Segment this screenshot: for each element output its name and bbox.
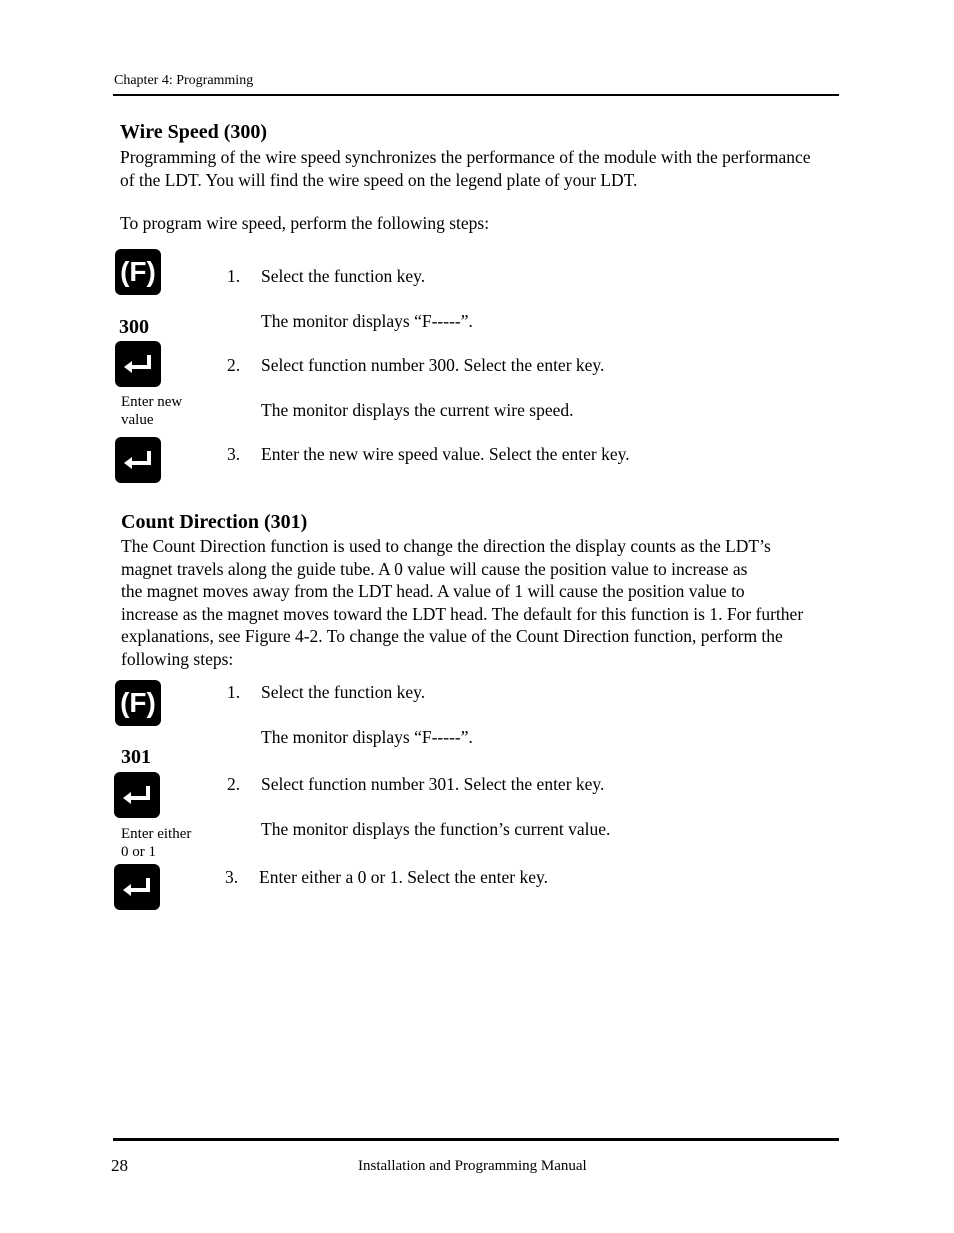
footer-rule [113,1138,839,1141]
wire-speed-instructions: To program wire speed, perform the following steps: [120,213,490,233]
step-number: 1. [227,682,241,702]
count-direction-line: following steps: [121,648,234,669]
step-text: Select function number 301. Select the enter key. [261,774,605,794]
count-direction-line: the magnet moves away from the LDT head. A value of 1 will cause the position value to [121,581,745,601]
section-title-count-direction: Count Direction (301) [121,511,308,533]
enter-key-icon [114,864,160,910]
footer-title: Installation and Programming Manual [358,1158,587,1174]
enter-key-icon [114,772,160,818]
step-result: The monitor displays “F-----”. [261,727,473,747]
step-result: The monitor displays the function’s current value. [261,819,611,839]
page-number: 28 [111,1156,128,1175]
step-number: 3. [225,867,239,887]
side-note-line-2: 0 or 1 [121,844,156,860]
count-direction-line: magnet travels along the guide tube. A 0 value will cause the position value to increase as [121,558,748,579]
side-note-line-1: Enter either [121,826,192,842]
step-text: Select the function key. [261,266,426,286]
function-key-icon [115,249,161,295]
wire-speed-intro-line-2: of the LDT. You will find the wire speed on the legend plate of your LDT. [120,169,638,190]
enter-key-icon [115,341,161,387]
enter-key-icon [115,437,161,483]
header-rule [113,94,839,96]
function-key-icon [115,680,161,726]
step-number: 3. [227,444,241,464]
step-result: The monitor displays the current wire speed. [261,400,574,420]
side-note-line-2: value [121,412,154,428]
chapter-header: Chapter 4: Programming [114,73,254,88]
step-result: The monitor displays “F-----”. [261,311,473,331]
function-number-300: 300 [119,316,149,338]
function-key-label: (F) [120,256,156,287]
step-number: 1. [227,266,241,286]
step-text: Select the function key. [261,682,426,702]
side-note-line-1: Enter new [121,394,183,410]
enter-either-note [121,825,221,861]
wire-speed-intro-line-1: Programming of the wire speed synchronizes the performance of the module with the performance [120,147,811,167]
function-key-label: (F) [120,687,156,718]
count-direction-line: explanations, see Figure 4-2. To change the value of the Count Direction function, perform the [121,626,783,646]
count-direction-intro [121,535,846,670]
count-direction-line: increase as the magnet moves toward the LDT head. The default for this function is 1. For further [121,603,804,624]
step-number: 2. [227,355,241,375]
step-text: Select function number 300. Select the enter key. [261,355,605,375]
function-number-301: 301 [121,746,151,768]
enter-new-value-note [121,393,211,429]
step-number: 2. [227,774,241,794]
step-text: Enter either a 0 or 1. Select the enter key. [259,867,548,887]
count-direction-line: The Count Direction function is used to change the direction the display counts as the LDT’s [121,536,771,556]
step-text: Enter the new wire speed value. Select the enter key. [261,444,630,464]
wire-speed-intro [120,146,850,191]
section-title-wire-speed: Wire Speed (300) [120,121,268,143]
